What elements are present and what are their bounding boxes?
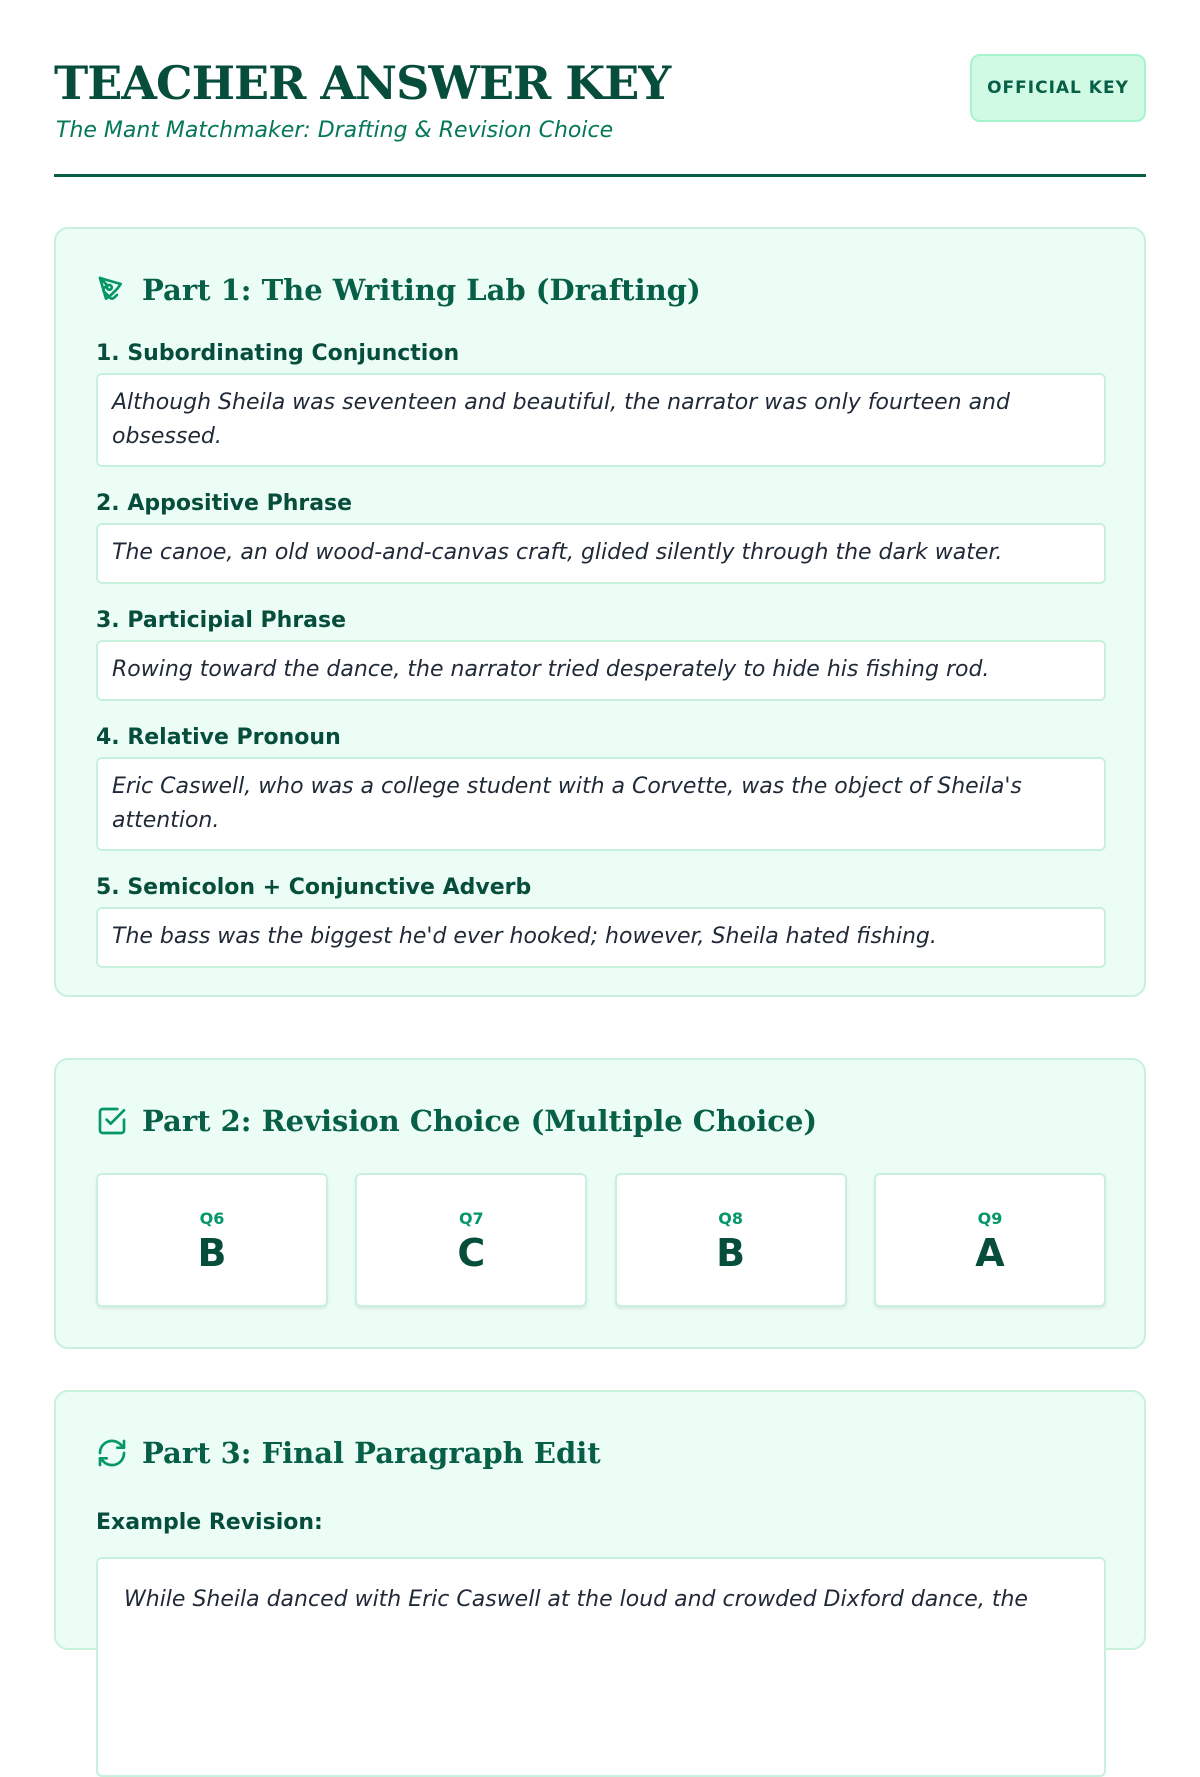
answer-letter: B xyxy=(716,1230,746,1275)
part3-title: Part 3: Final Paragraph Edit xyxy=(142,1436,601,1470)
part2-heading xyxy=(96,1104,817,1138)
refresh-icon xyxy=(96,1437,128,1469)
example-label: Example Revision: xyxy=(96,1510,323,1535)
part1-title: Part 1: The Writing Lab (Drafting) xyxy=(142,273,701,307)
part2-title: Part 2: Revision Choice (Multiple Choice) xyxy=(142,1104,818,1138)
answer-letter: C xyxy=(457,1230,486,1275)
part3-heading xyxy=(96,1436,601,1470)
check-square-icon xyxy=(96,1105,128,1137)
answer-tile xyxy=(874,1173,1106,1307)
question-number: Q9 xyxy=(977,1208,1003,1228)
answer-box: The bass was the biggest he'd ever hooked; however, Sheila hated fishing. xyxy=(96,907,1106,968)
item-label: 4. Relative Pronoun xyxy=(96,725,341,750)
item-label: 5. Semicolon + Conjunctive Adverb xyxy=(96,875,532,900)
answer-tile xyxy=(96,1173,328,1307)
page-title: TEACHER ANSWER KEY xyxy=(54,56,671,110)
answer-tile xyxy=(355,1173,587,1307)
answer-box: Although Sheila was seventeen and beautiful, the narrator was only fourteen and obsessed. xyxy=(96,373,1106,467)
answer-box: The canoe, an old wood-and-canvas craft, glided silently through the dark water. xyxy=(96,523,1106,584)
page-subtitle: The Mant Matchmaker: Drafting & Revision Choice xyxy=(56,118,614,143)
pen-tool-icon xyxy=(96,274,128,306)
item-label: 2. Appositive Phrase xyxy=(96,491,353,516)
example-revision-box: While Sheila danced with Eric Caswell at the loud and crowded Dixford dance, the xyxy=(96,1557,1106,1777)
multiple-choice-answers xyxy=(96,1173,1106,1307)
question-number: Q8 xyxy=(718,1208,744,1228)
part3-card xyxy=(54,1390,1146,1650)
answer-letter: B xyxy=(197,1230,227,1275)
part1-heading xyxy=(96,273,701,307)
answer-box: Eric Caswell, who was a college student with a Corvette, was the object of Sheila's attention. xyxy=(96,757,1106,851)
page-header xyxy=(54,52,1146,177)
question-number: Q7 xyxy=(458,1208,484,1228)
part2-card xyxy=(54,1058,1146,1349)
item-label: 1. Subordinating Conjunction xyxy=(96,341,460,366)
answer-box: Rowing toward the dance, the narrator tried desperately to hide his fishing rod. xyxy=(96,640,1106,701)
part1-card xyxy=(54,227,1146,997)
answer-letter: A xyxy=(975,1230,1005,1275)
question-number: Q6 xyxy=(199,1208,225,1228)
item-label: 3. Participial Phrase xyxy=(96,608,347,633)
official-key-badge: OFFICIAL KEY xyxy=(970,54,1146,122)
answer-tile xyxy=(615,1173,847,1307)
